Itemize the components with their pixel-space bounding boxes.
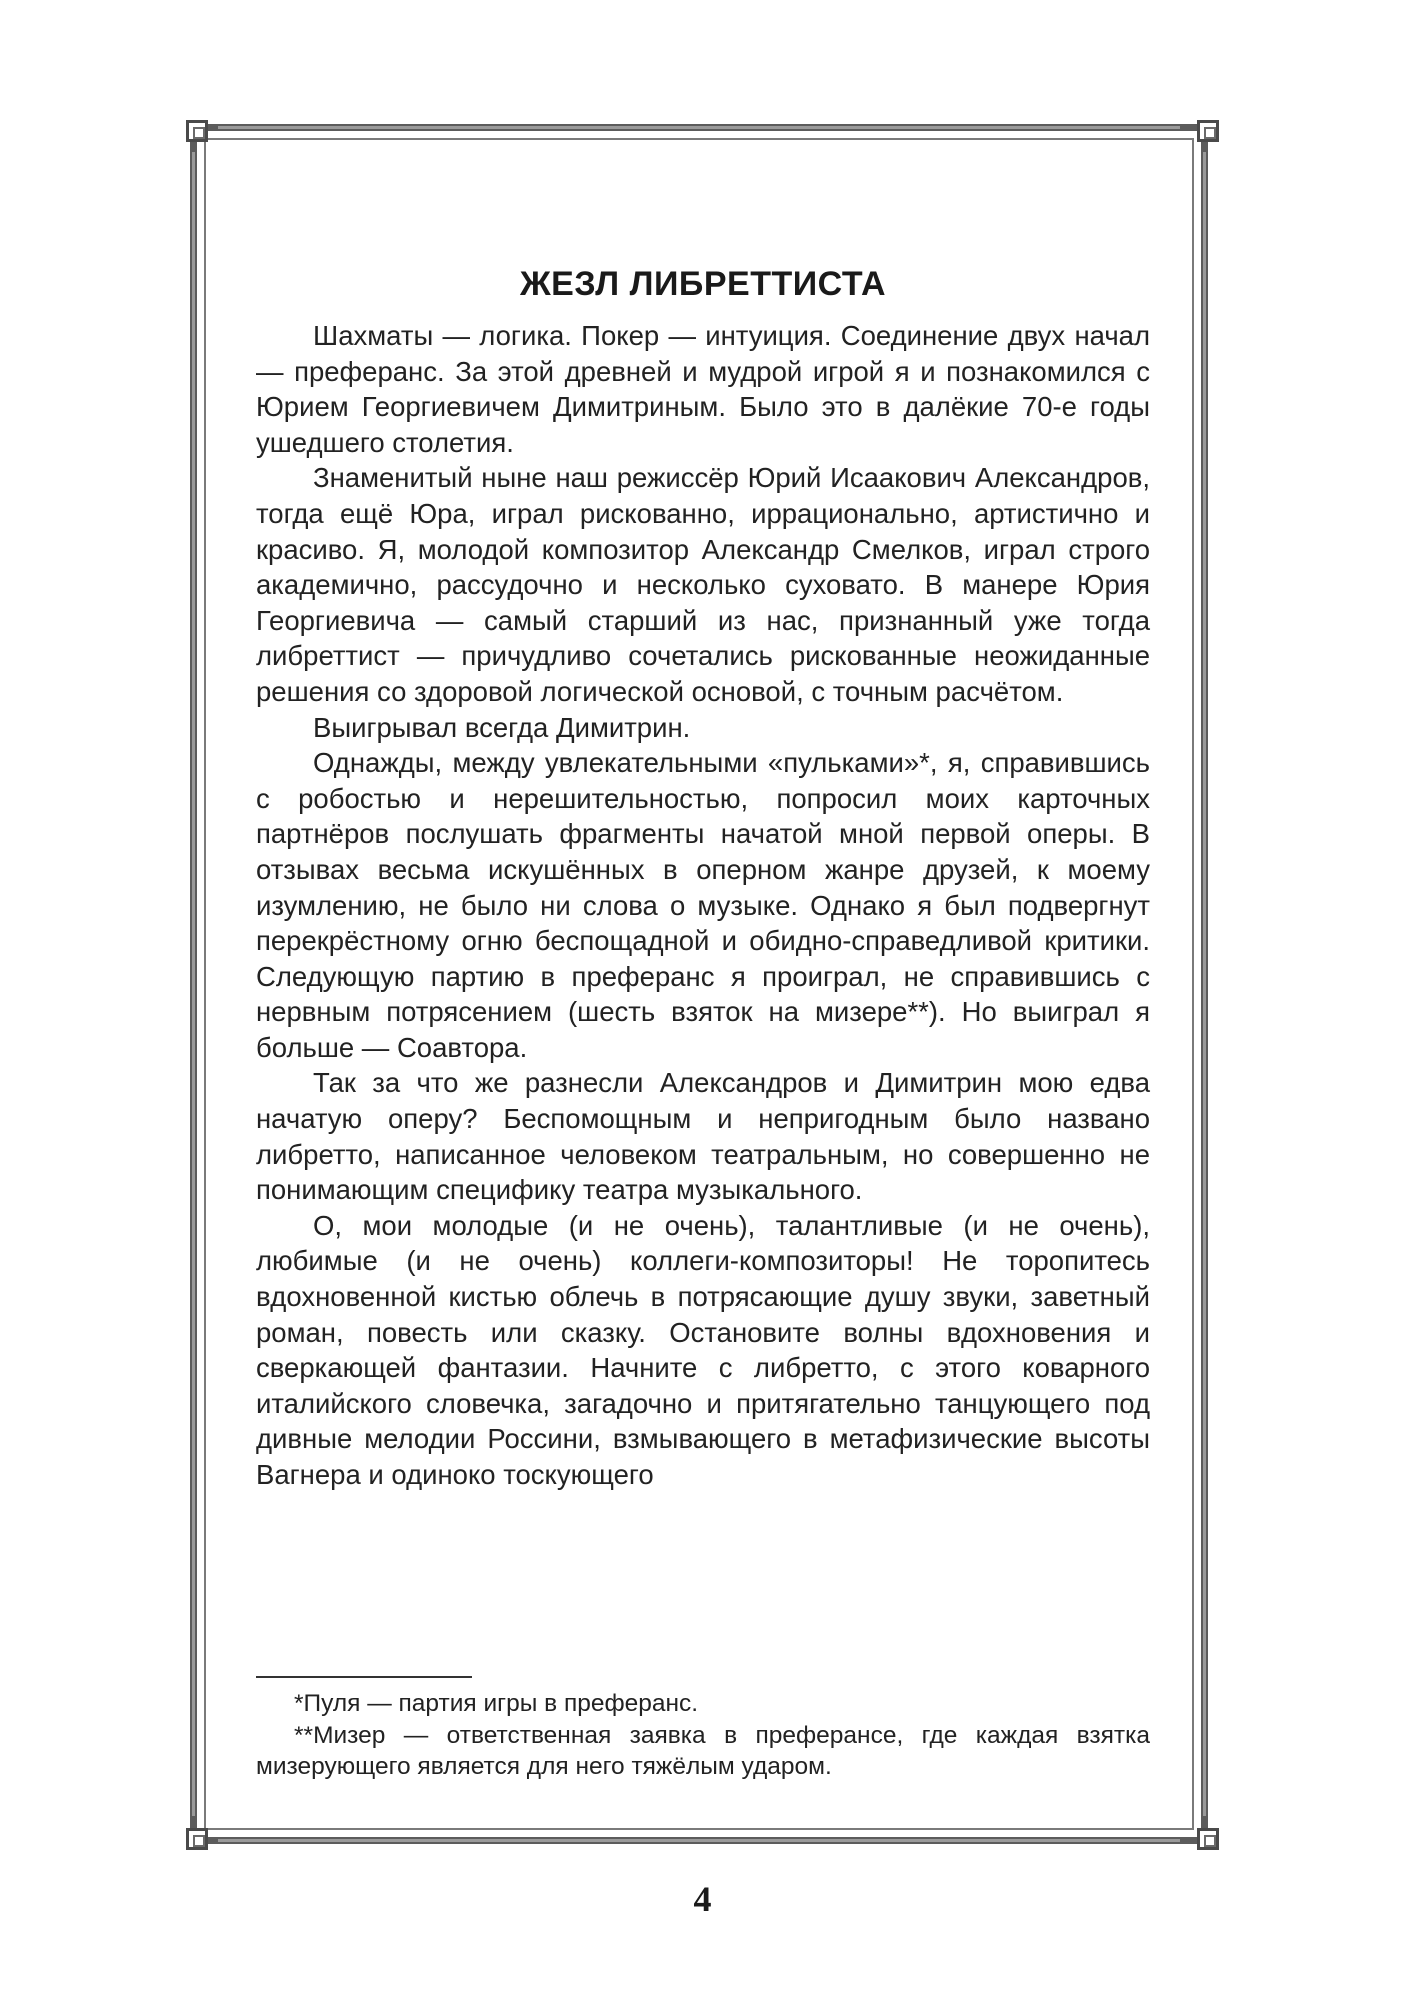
article-title: ЖЕЗЛ ЛИБРЕТТИСТА — [519, 265, 887, 303]
paragraph: О, мои молодые (и не очень), талантливые (и не очень), любимые (и не очень) коллеги-композиторы! Не торопитесь вдохновенной кистью облечь в потрясающие душу звуки, заветный роман, повесть или сказку. Остановите волны вдохновения и сверкающей фантазии. Начните с либретто, с этого коварного италийского словечка, загадочно и притягательно танцующего под дивные мелодии Россини, взмывающего в метафизические высоты Вагнера и одиноко тоскующего — [256, 1209, 1150, 1490]
footnote: **Мизер — ответственная заявка в преферансе, где каждая взятка мизерующего является для него тяжёлым ударом. — [256, 1721, 1150, 1780]
frame-corner-ornament — [186, 120, 208, 142]
footnote: *Пуля — партия игры в преферанс. — [294, 1690, 699, 1717]
frame-rule-left — [192, 152, 195, 1816]
paragraph: Шахматы — логика. Покер — интуиция. Соединение двух начал — преферанс. За этой древней и мудрой игрой я и познакомился с Юрием Георгиевичем Димитриным. Было это в далёкие 70-е годы ушедшего столетия. — [256, 320, 1150, 458]
footnotes — [256, 1688, 1150, 1783]
frame-corner-ornament — [186, 1828, 208, 1850]
paragraph: Знаменитый ныне наш режиссёр Юрий Исаакович Александров, тогда ещё Юра, играл рискованно, иррационально, артистично и красиво. Я, молодой композитор Александр Смелков, играл строго академично, рассудочно и несколько суховато. В манере Юрия Георгиевича — самый старший из нас, признанный уже тогда либреттист — причудливо сочетались рискованные неожиданные решения со здоровой логической основой, с точным расчётом. — [256, 462, 1150, 707]
paragraph: Однажды, между увлекательными «пульками»*, я, справившись с робостью и нерешительностью, попросил моих карточных партнёров послушать фрагменты начатой мной первой оперы. В отзывах весьма искушённых в оперном жанре друзей, к моему изумлению, не было ни слова о музыке. Однако я был подвергнут перекрёстному огню беспощадной и обидно-справедливой критики. Следующую партию в преферанс я проиграл, не справившись с нервным потрясением (шесть взяток на мизере**). Но выиграл я больше — Соавтора. — [256, 747, 1150, 1063]
frame-rule-top — [218, 126, 1180, 129]
article-body — [256, 262, 1150, 1493]
frame-rule-bottom — [218, 1839, 1180, 1842]
paragraph: Выигрывал всегда Димитрин. — [313, 711, 691, 743]
paragraph: Так за что же разнесли Александров и Димитрин мою едва начатую оперу? Беспомощным и непригодным было названо либретто, написанное человеком театральным, но совершенно не понимающим специфику театра музыкального. — [256, 1067, 1150, 1206]
frame-corner-ornament — [1197, 1828, 1219, 1850]
page-number: 4 — [693, 1879, 712, 1919]
footnote-separator — [256, 1676, 472, 1678]
frame-rule-right — [1203, 152, 1206, 1816]
frame-corner-ornament — [1197, 120, 1219, 142]
